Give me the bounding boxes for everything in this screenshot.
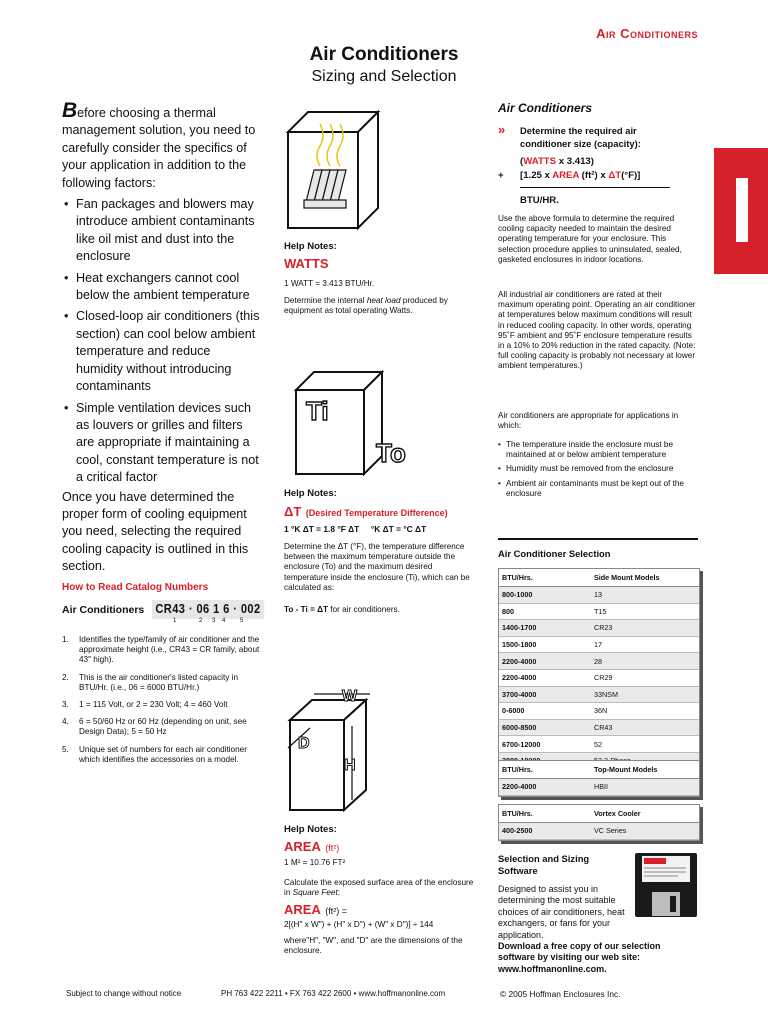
area-unit: (ft²) = — [325, 906, 348, 916]
list-item: • Closed-loop air conditioners (this section) can cool below ambient temperature and reduce humidity without introducing contaminants — [76, 308, 260, 395]
delta-t-subtitle: (Desired Temperature Difference) — [305, 508, 448, 518]
help-notes-label: Help Notes: — [284, 241, 337, 252]
text: [1.25 x — [520, 170, 553, 181]
item-text: This is the air conditioner's listed capacity in BTU/Hr. (i.e., 06 = 6000 BTU/Hr.) — [79, 672, 239, 692]
factor-list — [62, 196, 260, 487]
model-cell: CR43 — [591, 719, 699, 736]
catalog-label: Air Conditioners — [62, 604, 145, 616]
item-text: 6 = 50/60 Hz or 60 Hz (depending on unit, see Design Data); 5 = 50 Hz — [79, 717, 247, 737]
area-where: where"H", "W", and "D" are the dimensions of the enclosure. — [284, 936, 463, 956]
delta-t-description: Determine the ΔT (°F), the temperature difference between the maximum temperature outside the enclosure (To) and the maximum desired temperature inside the enclosure (Ti), which can be calculated as: — [284, 542, 470, 592]
item-number: 5. — [62, 744, 69, 754]
text: (ft²) x — [579, 170, 609, 181]
top-mount-table — [498, 760, 700, 797]
table-header — [499, 761, 699, 779]
table-row — [499, 669, 699, 686]
model-cell: 13 — [591, 587, 699, 604]
intro-closing: Once you have determined the proper form of cooling equipment you need, selecting the required cooling capacity is outlined in this section. — [62, 489, 249, 574]
text: Calculate the exposed surface area of the enclosure in — [284, 878, 474, 898]
btu-cell: 3700-4000 — [499, 686, 591, 703]
footer-copyright: © 2005 Hoffman Enclosures Inc. — [500, 989, 621, 999]
text: Designed to assist you in determining the most suitable choices of air conditioners, heat exchangers, or fans for your application. — [498, 884, 625, 940]
list-item — [62, 700, 262, 710]
column-header: Side Mount Models — [591, 569, 699, 587]
model-cell: 33NSM — [591, 686, 699, 703]
intro-text — [62, 99, 260, 576]
list-item — [62, 745, 262, 765]
text: Square Feet — [292, 888, 338, 898]
footer-notice: Subject to change without notice — [66, 989, 182, 998]
btu-cell: 800 — [499, 603, 591, 620]
table-row — [499, 636, 699, 653]
tab-marker-icon — [736, 178, 748, 242]
right-paragraph-1: Use the above formula to determine the required cooling capacity needed to maintain the desired operating temperature for your enclosure. This selection procedure applies to uninsulated, sealed, gasketed enclosures in indoor locations. — [498, 214, 682, 264]
model-cell: CR23 — [591, 620, 699, 637]
side-mount-table — [498, 568, 700, 771]
table-header — [499, 569, 699, 587]
text: heat load — [366, 296, 401, 305]
text: Ambient air contaminants must be kept out of the enclosure — [506, 478, 684, 498]
section-category: Air Conditioners — [596, 26, 698, 41]
ti-label: Ti — [306, 396, 329, 426]
section-tab — [714, 148, 768, 274]
list-item: • Fan packages and blowers may introduce ambient contaminants like oil mist and dust into the enclosure — [76, 196, 260, 266]
area-heading — [284, 838, 339, 856]
column-header: BTU/Hrs. — [499, 569, 591, 587]
text: Humidity must be removed from the enclosure — [506, 464, 674, 474]
delta-t-formula: 1 °K ΔT = 1.8 °F ΔT °K ΔT = °C ΔT — [284, 524, 427, 534]
to-label: To — [376, 438, 406, 468]
right-heading: Air Conditioners — [498, 101, 593, 115]
btu-cell: 6700-12000 — [499, 736, 591, 753]
code-marker: 1 — [173, 618, 177, 624]
right-paragraph-3: Air conditioners are appropriate for applications in which: — [498, 411, 679, 431]
chevron-icon: » — [498, 122, 506, 137]
dimensions-enclosure-illustration — [284, 686, 384, 814]
area-formula: 2[(H" x W") + (H" x D") + (W" x D")] ÷ 144 — [284, 920, 434, 929]
area-title: AREA — [284, 902, 321, 917]
model-cell: 52 — [591, 736, 699, 753]
item-number: 1. — [62, 635, 69, 644]
area-description — [284, 878, 476, 898]
watts-description — [284, 296, 474, 316]
watts-heading: WATTS — [284, 256, 329, 271]
height-label: H — [344, 757, 356, 774]
heat-load-enclosure-illustration — [280, 104, 390, 234]
model-cell: CR29 — [591, 669, 699, 686]
btu-cell: 2200-4000 — [499, 653, 591, 670]
text: Determine the internal — [284, 296, 367, 305]
table-row — [499, 779, 699, 796]
item-text: Identifies the type/family of air conditioner and the approximate height (i.e., CR43 = CR family, about 43" high). — [79, 635, 260, 665]
step-instruction: Determine the required air conditioner size (capacity): — [520, 125, 641, 149]
watts-conversion: 1 WATT = 3.413 BTU/Hr. — [284, 279, 375, 288]
catalog-heading: How to Read Catalog Numbers — [62, 582, 209, 593]
column-header: BTU/Hrs. — [499, 761, 591, 779]
column-header: Vortex Cooler — [591, 805, 699, 823]
table-row — [499, 620, 699, 637]
code-marker: 3 — [212, 618, 216, 624]
list-item: • The temperature inside the enclosure must be maintained at or below ambient temperature — [498, 440, 674, 460]
list-item: • Simple ventilation devices such as louvers or grilles and filters are appropriate if maintaining a cool, constant temperature is not a critical factor — [76, 400, 260, 487]
area-formula-heading — [284, 901, 347, 919]
formula-divider — [520, 187, 670, 188]
btu-cell: 800-1000 — [499, 587, 591, 604]
help-notes-label: Help Notes: — [284, 488, 337, 499]
software-heading: Selection and Sizing Software — [498, 853, 590, 876]
text: produced by equipment as total operating Watts. — [284, 296, 448, 316]
text: The temperature inside the enclosure must be maintained at or below ambient temperature — [506, 440, 674, 460]
btu-cell: 1500-1800 — [499, 636, 591, 653]
table-row — [499, 736, 699, 753]
text: : — [337, 888, 340, 898]
code-marker: 4 — [222, 618, 226, 624]
model-cell: T15 — [591, 603, 699, 620]
delta-t-calculation — [284, 605, 476, 615]
table-row — [499, 686, 699, 703]
text: x 3.413) — [556, 156, 594, 167]
list-item — [62, 717, 262, 737]
item-text: Unique set of numbers for each air conditioner which identifies the accessories on a model. — [79, 744, 247, 764]
text: WATTS — [523, 156, 557, 167]
floppy-disk-icon — [634, 852, 698, 918]
area-title: AREA — [284, 839, 321, 854]
width-label: W — [342, 688, 358, 705]
catalog-code: CR43 · 06 1 6 · 002 — [152, 600, 264, 619]
area-unit: (ft²) — [325, 843, 340, 853]
area-conversion: 1 M² = 10.76 FT² — [284, 858, 346, 867]
right-paragraph-2: All industrial air conditioners are rated at their maximum operating point. Operating an air conditioner at temperatures below maximum conditions will result in reduced cooling capacity. In other words, operating 95˚F ambient and 95˚F enclosure temperature results in a 10% to 20% reduction in the rated capacity. (Note: full cooling capacity is probably not necessary at lower ambient temperatures.) — [498, 290, 696, 371]
btu-cell: 2200-4000 — [499, 669, 591, 686]
btu-cell: 6000-8500 — [499, 719, 591, 736]
depth-label: D — [298, 735, 310, 752]
btu-cell: 1400-1700 — [499, 620, 591, 637]
code-marker: 5 — [240, 618, 244, 624]
btu-cell: 400-2500 — [499, 823, 591, 840]
list-item — [62, 635, 262, 666]
item-text: 1 = 115 Volt, or 2 = 230 Volt; 4 = 460 Volt — [79, 700, 228, 710]
delta-t-heading — [284, 503, 448, 521]
page-title: Air Conditioners — [309, 44, 459, 65]
btu-cell: 0-6000 — [499, 703, 591, 720]
formula-line-2 — [520, 170, 640, 181]
item-number: 4. — [62, 717, 69, 727]
btu-cell: 2200-4000 — [499, 779, 591, 796]
item-number: 3. — [62, 700, 69, 710]
model-cell: 36N — [591, 703, 699, 720]
model-cell: HBII — [591, 779, 699, 796]
formula-result: BTU/HR. — [520, 195, 559, 206]
list-item: • Heat exchangers cannot cool below the ambient temperature — [76, 270, 260, 305]
text: (°F)] — [621, 170, 641, 181]
formula-plus: + — [498, 170, 504, 181]
formula-line-1 — [520, 156, 594, 167]
list-item: • Ambient air contaminants must be kept out of the enclosure — [498, 478, 684, 498]
help-notes-label: Help Notes: — [284, 824, 337, 835]
column-header: Top-Mount Models — [591, 761, 699, 779]
table-row — [499, 823, 699, 840]
intro-lead: efore choosing a thermal management solution, you need to carefully consider the specifics of your application in addition to the following factors: — [62, 106, 256, 190]
list-item — [62, 673, 262, 693]
table-row — [499, 719, 699, 736]
model-cell: VC Series — [591, 823, 699, 840]
text: ( — [520, 156, 524, 167]
list-item: • Humidity must be removed from the enclosure — [498, 464, 674, 474]
application-list — [498, 440, 706, 503]
table-row — [499, 603, 699, 620]
page-subtitle: Sizing and Selection — [311, 68, 457, 85]
table-row — [499, 703, 699, 720]
table-row — [499, 653, 699, 670]
temperature-enclosure-illustration — [290, 368, 420, 480]
code-marker: 2 — [199, 618, 203, 624]
text: ΔT — [608, 170, 622, 181]
text: AREA — [552, 170, 580, 181]
text: for air conditioners. — [328, 605, 400, 614]
table-row — [499, 587, 699, 604]
catalog-legend — [62, 635, 262, 772]
software-download-link[interactable]: Download a free copy of our selection software by visiting our web site: www.hoffmanonline.com. — [498, 941, 661, 974]
table-header — [499, 805, 699, 823]
text: To - Ti = ΔT — [284, 605, 329, 614]
column-header: BTU/Hrs. — [499, 805, 591, 823]
drop-cap: B — [62, 99, 78, 122]
item-number: 2. — [62, 672, 69, 682]
footer-contact: PH 763 422 2211 • FX 763 422 2600 • www.hoffmanonline.com — [221, 989, 446, 998]
delta-t-symbol: ΔT — [284, 504, 302, 519]
section-divider — [498, 538, 698, 540]
model-cell: 17 — [591, 636, 699, 653]
vortex-cooler-table — [498, 804, 700, 841]
model-cell: 28 — [591, 653, 699, 670]
selection-heading: Air Conditioner Selection — [498, 548, 611, 559]
